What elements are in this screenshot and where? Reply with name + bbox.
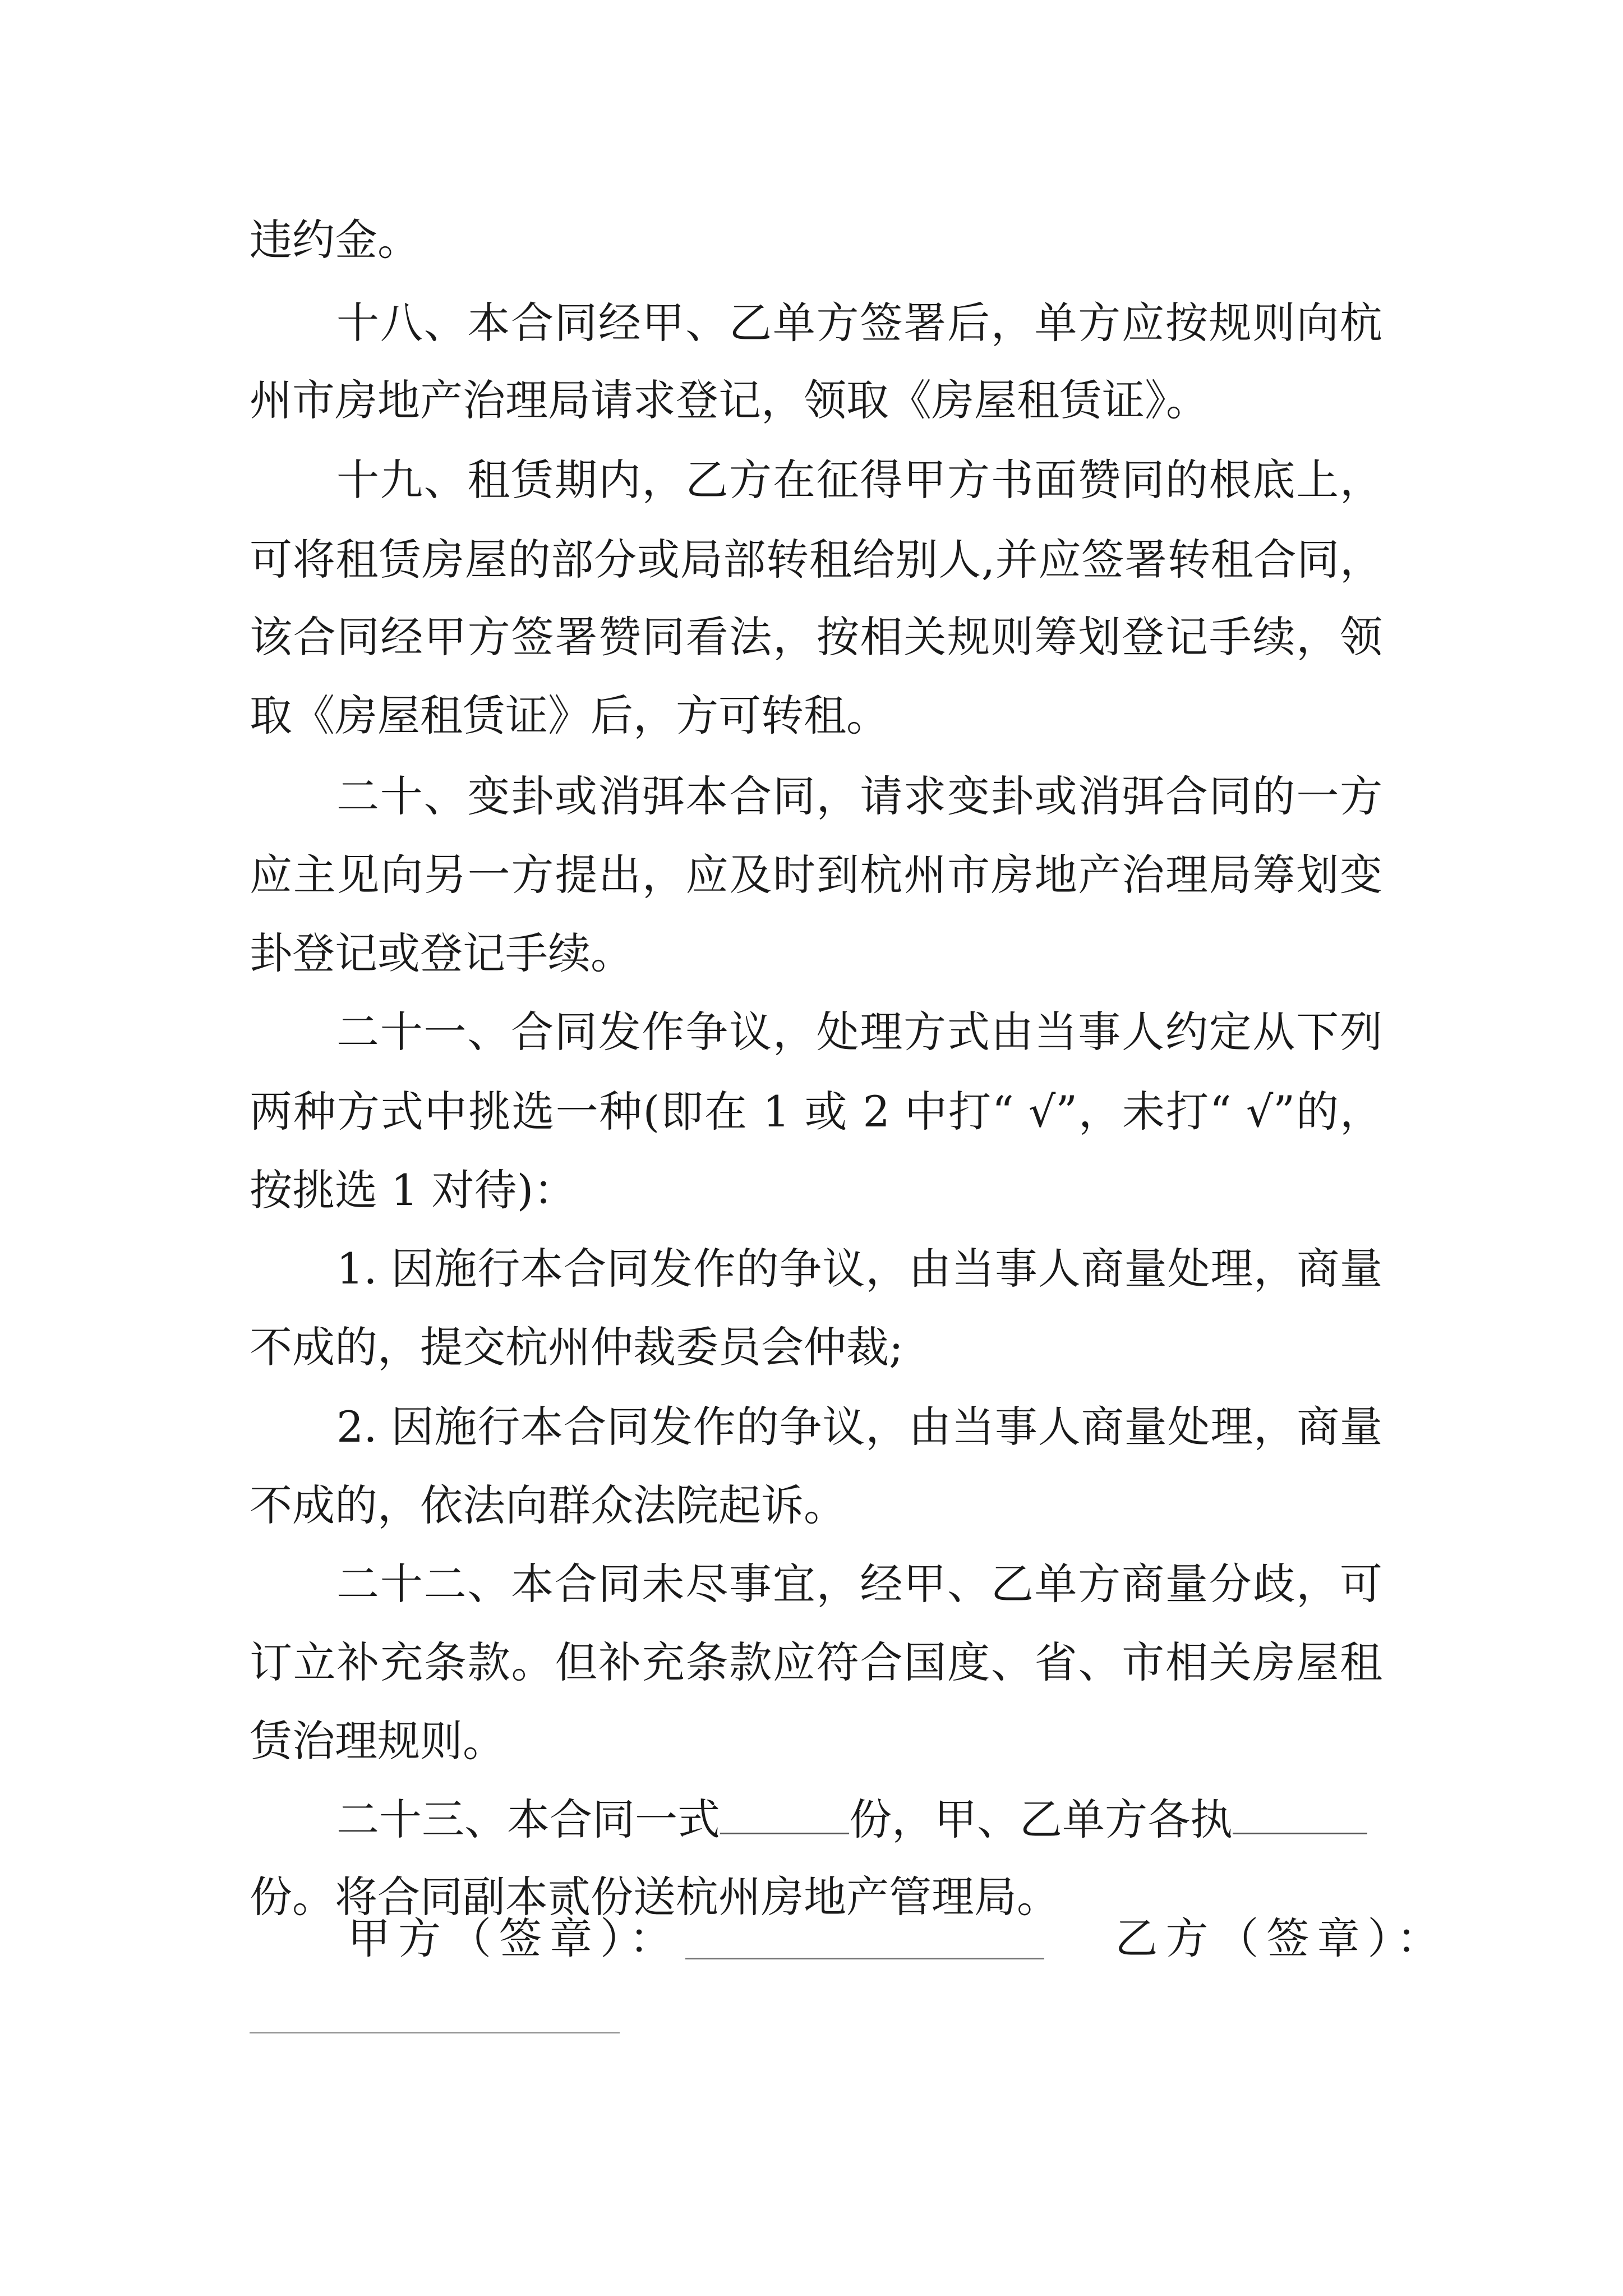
text-line: 按挑选 1 对待)：	[250, 1165, 577, 1215]
clause-23-text-b: 份，甲、乙单方各执	[849, 1795, 1233, 1844]
text-line: 二十二、本合同未尽事宜，经甲、乙单方商量分歧，可	[336, 1559, 1382, 1609]
clause-23-text-a: 二十三、本合同一式	[336, 1795, 720, 1844]
text-line: 两种方式中挑选一种(即在 1 或 2 中打“ √”，未打“ √”的，	[250, 1087, 1382, 1137]
text-line: 该合同经甲方签署赞同看法，按相关规则筹划登记手续，领	[250, 612, 1382, 662]
text-line: 十八、本合同经甲、乙单方签署后，单方应按规则向杭	[336, 298, 1382, 348]
text-line: 不成的，依法向群众法院起诉。	[250, 1480, 846, 1530]
text-line: 应主见向另一方提出，应及时到杭州市房地产治理局筹划变	[250, 850, 1382, 900]
text-line: 份。将合同副本贰份送杭州房地产管理局。	[250, 1872, 1059, 1922]
copies-total-blank[interactable]	[720, 1793, 849, 1834]
text-line: 州市房地产治理局请求登记，领取《房屋租赁证》。	[250, 375, 1209, 425]
text-line: 1. 因施行本合同发作的争议，由当事人商量处理，商量	[336, 1244, 1382, 1294]
party-b-signature-label: 乙方（签章）：	[1115, 1913, 1447, 1963]
text-line: 不成的，提交杭州仲裁委员会仲裁;	[250, 1322, 903, 1372]
text-line: 2. 因施行本合同发作的争议，由当事人商量处理，商量	[336, 1402, 1382, 1452]
copies-each-blank[interactable]	[1233, 1793, 1367, 1834]
party-a-signature-blank	[685, 1958, 1044, 1959]
text-line: 违约金。	[250, 215, 420, 265]
clause-23-line-1	[336, 1793, 1382, 1847]
text-line: 取《房屋租赁证》后，方可转租。	[250, 691, 889, 740]
text-line: 二十一、合同发作争议，处理方式由当事人约定从下列	[336, 1007, 1382, 1057]
text-line: 可将租赁房屋的部分或局部转租给别人,并应签署转租合同，	[250, 535, 1382, 585]
text-line: 订立补充条款。但补充条款应符合国度、省、市相关房屋租	[250, 1637, 1382, 1687]
text-line: 二十、变卦或消弭本合同，请求变卦或消弭合同的一方	[336, 771, 1382, 821]
text-line: 十九、租赁期内，乙方在征得甲方书面赞同的根底上，	[336, 455, 1382, 505]
party-a-signature-label: 甲方（签章）：	[348, 1913, 680, 1963]
footnote-divider	[250, 2032, 620, 2033]
text-line: 卦登记或登记手续。	[250, 928, 633, 978]
text-line: 赁治理规则。	[250, 1716, 505, 1766]
